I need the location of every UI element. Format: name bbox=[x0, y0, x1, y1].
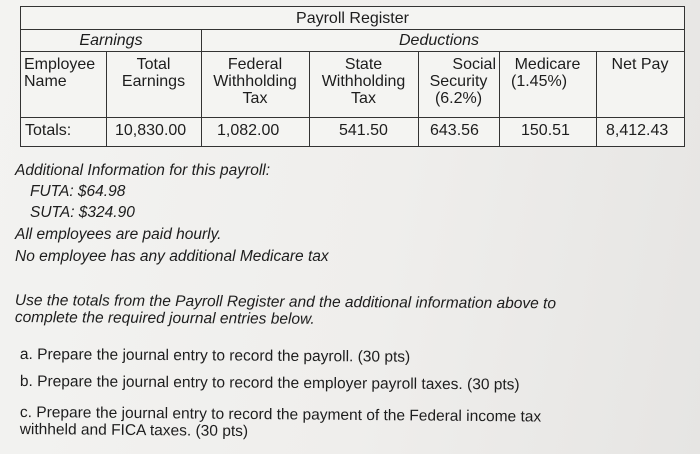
totals-social-security: 643.56 bbox=[430, 122, 479, 139]
medicare-note: No employee has any additional Medicare tax bbox=[15, 248, 329, 265]
hourly-note: All employees are paid hourly. bbox=[15, 226, 222, 243]
col-total-earnings: Total Earnings bbox=[121, 56, 186, 90]
instructions-intro: Use the totals from the Payroll Register and the additional information above to complete the required journal entries below. bbox=[14, 292, 557, 328]
register-title: Payroll Register bbox=[296, 10, 409, 27]
col-net-pay: Net Pay bbox=[611, 56, 669, 73]
totals-federal: 1,082.00 bbox=[217, 122, 280, 139]
suta-amount: SUTA: $324.90 bbox=[30, 204, 135, 221]
totals-net-pay: 8,412.43 bbox=[606, 122, 669, 139]
earnings-header: Earnings bbox=[79, 32, 143, 49]
totals-medicare: 150.51 bbox=[521, 122, 570, 139]
futa-amount: FUTA: $64.98 bbox=[30, 183, 126, 200]
totals-total-earnings: 10,830.00 bbox=[115, 122, 187, 139]
deductions-header: Deductions bbox=[399, 32, 480, 49]
payroll-register-table bbox=[20, 6, 685, 147]
task-c: c. Prepare the journal entry to record the payment of the Federal income tax withheld and FICA taxes. (30 pts) bbox=[19, 404, 542, 440]
additional-info-heading: Additional Information for this payroll: bbox=[15, 162, 271, 179]
totals-state: 541.50 bbox=[339, 122, 388, 139]
col-medicare: Medicare (1.45%) bbox=[511, 56, 581, 90]
col-social-security: Social Security (6.2%) bbox=[429, 56, 496, 107]
col-state-withholding: State Withholding Tax bbox=[321, 56, 406, 107]
totals-label: Totals: bbox=[25, 122, 72, 139]
col-employee-name: Employee Name bbox=[24, 56, 96, 90]
task-b: b. Prepare the journal entry to record the employer payroll taxes. (30 pts) bbox=[19, 373, 520, 394]
col-federal-withholding: Federal Withholding Tax bbox=[213, 56, 297, 107]
task-a: a. Prepare the journal entry to record the payroll. (30 pts) bbox=[19, 346, 411, 366]
